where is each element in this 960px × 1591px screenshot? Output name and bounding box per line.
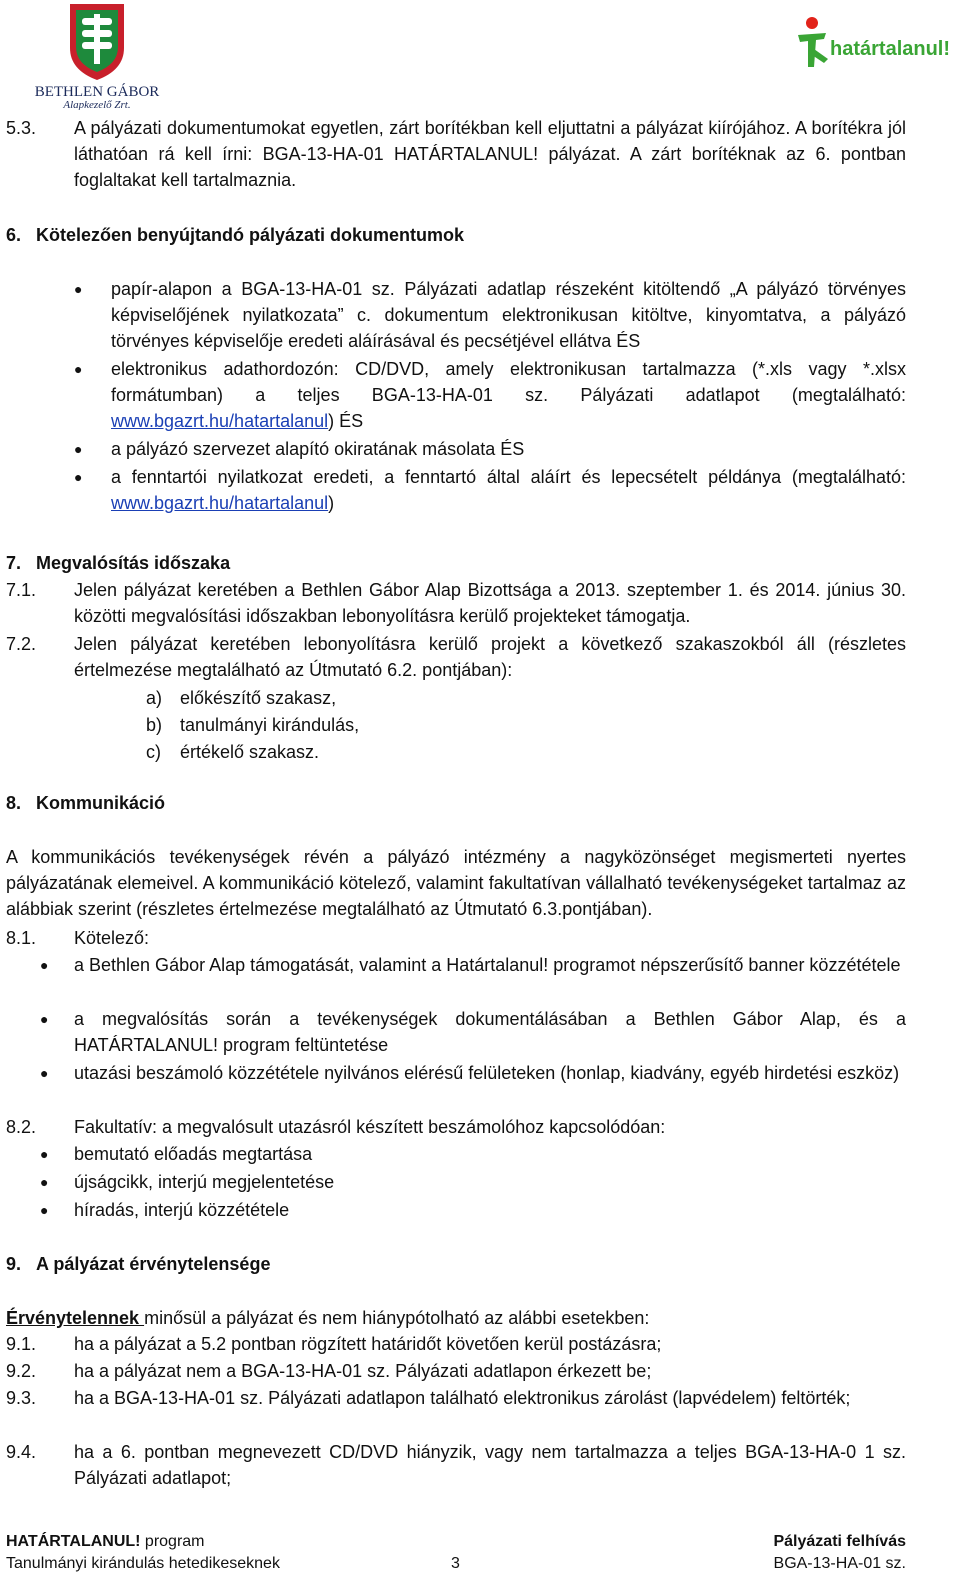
list-item	[6, 1358, 906, 1385]
hatartalanul-link[interactable]: www.bgazrt.hu/hatartalanul	[111, 493, 329, 513]
text-part: )	[328, 493, 335, 513]
invalidity-list	[6, 1331, 906, 1493]
list-item-text: újságcikk, interjú megjelentetése	[74, 1172, 335, 1192]
list-item	[6, 464, 906, 520]
person-icon	[790, 15, 952, 73]
list-item-text: a pályázó szervezet alapító okiratának másolata ÉS	[111, 439, 525, 459]
bullet-icon: ●	[40, 1011, 49, 1027]
bullet-icon: ●	[74, 361, 83, 377]
footer-doc-code: BGA-13-HA-01 sz.	[773, 1555, 906, 1572]
list-item-text: értékelő szakasz.	[180, 742, 320, 762]
section-6-heading	[6, 222, 906, 248]
section-title: Kommunikáció	[36, 793, 166, 813]
bullet-icon: ●	[40, 1065, 49, 1081]
list-letter: a)	[146, 688, 163, 708]
list-item-text	[111, 464, 906, 516]
section-number: 8.1.	[6, 928, 37, 948]
optional-list	[6, 1141, 906, 1225]
section-number: 5.3.	[6, 118, 37, 138]
section-9-heading	[6, 1251, 906, 1277]
section-5-3	[6, 115, 906, 193]
emphasis-text: Érvénytelennek	[6, 1308, 145, 1328]
footer-program-suffix: program	[140, 1533, 205, 1550]
bullet-icon: ●	[40, 1174, 49, 1190]
bullet-icon: ●	[74, 469, 83, 485]
list-item-text: utazási beszámoló közzététele nyilvános elérésű felületeken (honlap, kiadvány, egyéb hirdetési eszköz)	[74, 1063, 900, 1083]
list-letter: c)	[146, 742, 161, 762]
footer-doc-type: Pályázati felhívás	[773, 1533, 906, 1550]
list-item-text: a megvalósítás során a tevékenységek dokumentálásában a Bethlen Gábor Alap, és a HATÁRTALANUL! program feltüntetése	[74, 1009, 906, 1055]
list-item	[6, 685, 906, 711]
section-number: 9.4.	[6, 1442, 37, 1462]
list-item	[6, 1385, 906, 1439]
section-text: Fakultatív: a megvalósult utazásról készített beszámolóhoz kapcsolódóan:	[74, 1117, 666, 1137]
section-8-intro	[6, 844, 906, 922]
bethlen-gabor-logo	[22, 0, 172, 110]
bullet-icon: ●	[74, 281, 83, 297]
text-part: elektronikus adathordozón: CD/DVD, amely elektronikusan tartalmazza (*.xls vagy *.xlsx formátumban) a teljes BGA-13-HA-01 sz. Pályázati adatlapot (megtalálható:	[111, 359, 906, 405]
list-item-text: ha a pályázat a 5.2 pontban rögzített határidőt követően kerül postázásra;	[74, 1334, 662, 1354]
section-number: 9.	[6, 1254, 22, 1274]
page-number: 3	[451, 1555, 460, 1572]
list-item-text	[111, 356, 906, 434]
section-7-1	[6, 577, 906, 629]
section-title: Megvalósítás időszaka	[36, 553, 231, 573]
section-text: Jelen pályázat keretében lebonyolításra kerülő projekt a következő szakaszokból áll (részletes értelmezése megtalálható az Útmutató 6.2. pontjában):	[74, 634, 906, 680]
logo-name: BETHLEN GÁBOR	[34, 84, 160, 100]
logo-text: határtalanul!	[830, 38, 951, 60]
section-text: A pályázati dokumentumokat egyetlen, zárt borítékban kell eljuttatni a pályázat kiírójához. A borítékra jól láthatóan rá kell írni: BGA-13-HA-01 HATÁRTALANUL! pályázat. A zárt borítéknak az 6. pontban foglaltakat kell tartalmaznia.	[74, 118, 906, 190]
footer-program-name: HATÁRTALANUL!	[6, 1533, 141, 1550]
list-item	[6, 712, 906, 738]
section-text: Jelen pályázat keretében a Bethlen Gábor Alap Bizottsága a 2013. szeptember 1. és 2014. június 30. közötti megvalósítási időszakban lebonyolításra kerülő projekteket támogatja.	[74, 580, 906, 626]
list-item	[6, 952, 906, 1006]
section-7-2	[6, 631, 906, 683]
section-8-1	[6, 925, 906, 951]
section-7-heading	[6, 550, 906, 576]
footer-subtitle: Tanulmányi kirándulás hetedikeseknek	[6, 1555, 280, 1572]
list-item	[6, 1331, 906, 1358]
list-item	[6, 436, 906, 462]
mandatory-list	[6, 952, 906, 1114]
list-item	[6, 1141, 906, 1169]
hatartalanul-logo	[790, 15, 952, 73]
list-item	[6, 1169, 906, 1197]
section-number: 7.	[6, 553, 22, 573]
list-item-text: tanulmányi kirándulás,	[180, 715, 360, 735]
section-8-heading	[6, 790, 906, 816]
bullet-icon: ●	[74, 441, 83, 457]
list-item	[6, 1006, 906, 1060]
list-item-text: ha a BGA-13-HA-01 sz. Pályázati adatlapon található elektronikus zárolást (lapvédelem) feltörték;	[74, 1388, 851, 1408]
section-number: 7.1.	[6, 580, 37, 600]
section-number: 6.	[6, 225, 22, 245]
section-text: Kötelező:	[74, 928, 150, 948]
list-item-text: a Bethlen Gábor Alap támogatását, valamint a Határtalanul! programot népszerűsítő banner közzététele	[74, 955, 901, 975]
section-title: Kötelezően benyújtandó pályázati dokumentumok	[36, 225, 465, 245]
section-title: A pályázat érvénytelensége	[36, 1254, 271, 1274]
section-9-intro	[6, 1305, 906, 1331]
list-item-text: ha a pályázat nem a BGA-13-HA-01 sz. Pályázati adatlapon érkezett be;	[74, 1361, 652, 1381]
section-number: 9.1.	[6, 1334, 37, 1354]
list-item-text: ha a 6. pontban megnevezett CD/DVD hiányzik, vagy nem tartalmazza a teljes BGA-13-HA-0 1 sz. Pályázati adatlapot;	[74, 1442, 906, 1488]
section-number: 9.3.	[6, 1388, 37, 1408]
section-number: 7.2.	[6, 634, 37, 654]
list-item	[6, 1197, 906, 1225]
section-6-list	[6, 276, 906, 520]
text-part: ) ÉS	[328, 411, 364, 431]
section-8-2	[6, 1114, 906, 1140]
list-item-text: előkészítő szakasz,	[180, 688, 337, 708]
footer-program	[6, 1531, 205, 1553]
list-item	[6, 356, 906, 436]
bullet-icon: ●	[40, 1202, 49, 1218]
list-item-text: bemutató előadás megtartása	[74, 1144, 313, 1164]
section-number: 8.	[6, 793, 22, 813]
phase-list	[6, 685, 906, 765]
shield-icon	[22, 0, 172, 110]
section-number: 8.2.	[6, 1117, 37, 1137]
bullet-icon: ●	[40, 957, 49, 973]
list-item-text: papír-alapon a BGA-13-HA-01 sz. Pályázati adatlap részeként kitöltendő „A pályázó törvényes képviselőjének nyilatkozata” c. dokumentum elektronikusan kitöltve, kinyomtatva, a pályázó törvényes képviselője eredeti aláírásával és pecsétjével ellátva ÉS	[111, 279, 906, 351]
list-item	[6, 739, 906, 765]
list-item	[6, 276, 906, 356]
list-item-text: híradás, interjú közzététele	[74, 1200, 290, 1220]
list-item	[6, 1060, 906, 1114]
text-part: a fenntartói nyilatkozat eredeti, a fenntartó által aláírt és lepecsételt példánya (megtalálható:	[111, 467, 906, 487]
section-text: minősül a pályázat és nem hiánypótolható az alábbi esetekben:	[144, 1308, 650, 1328]
section-number: 9.2.	[6, 1361, 37, 1381]
section-text: A kommunikációs tevékenységek révén a pályázó intézmény a nagyközönséget megismerteti nyertes pályázatának elemeivel. A kommunikáció kötelező, valamint fakultatívan vállalható tevékenységeket tartalmaz az alábbiak szerint (részletes értelmezése megtalálható az Útmutató 6.3.pontjában).	[6, 847, 906, 919]
bullet-icon: ●	[40, 1146, 49, 1162]
logo-subtitle: Alapkezelő Zrt.	[63, 99, 131, 110]
list-letter: b)	[146, 715, 163, 735]
list-item	[6, 1439, 906, 1493]
hatartalanul-link[interactable]: www.bgazrt.hu/hatartalanul	[111, 411, 329, 431]
